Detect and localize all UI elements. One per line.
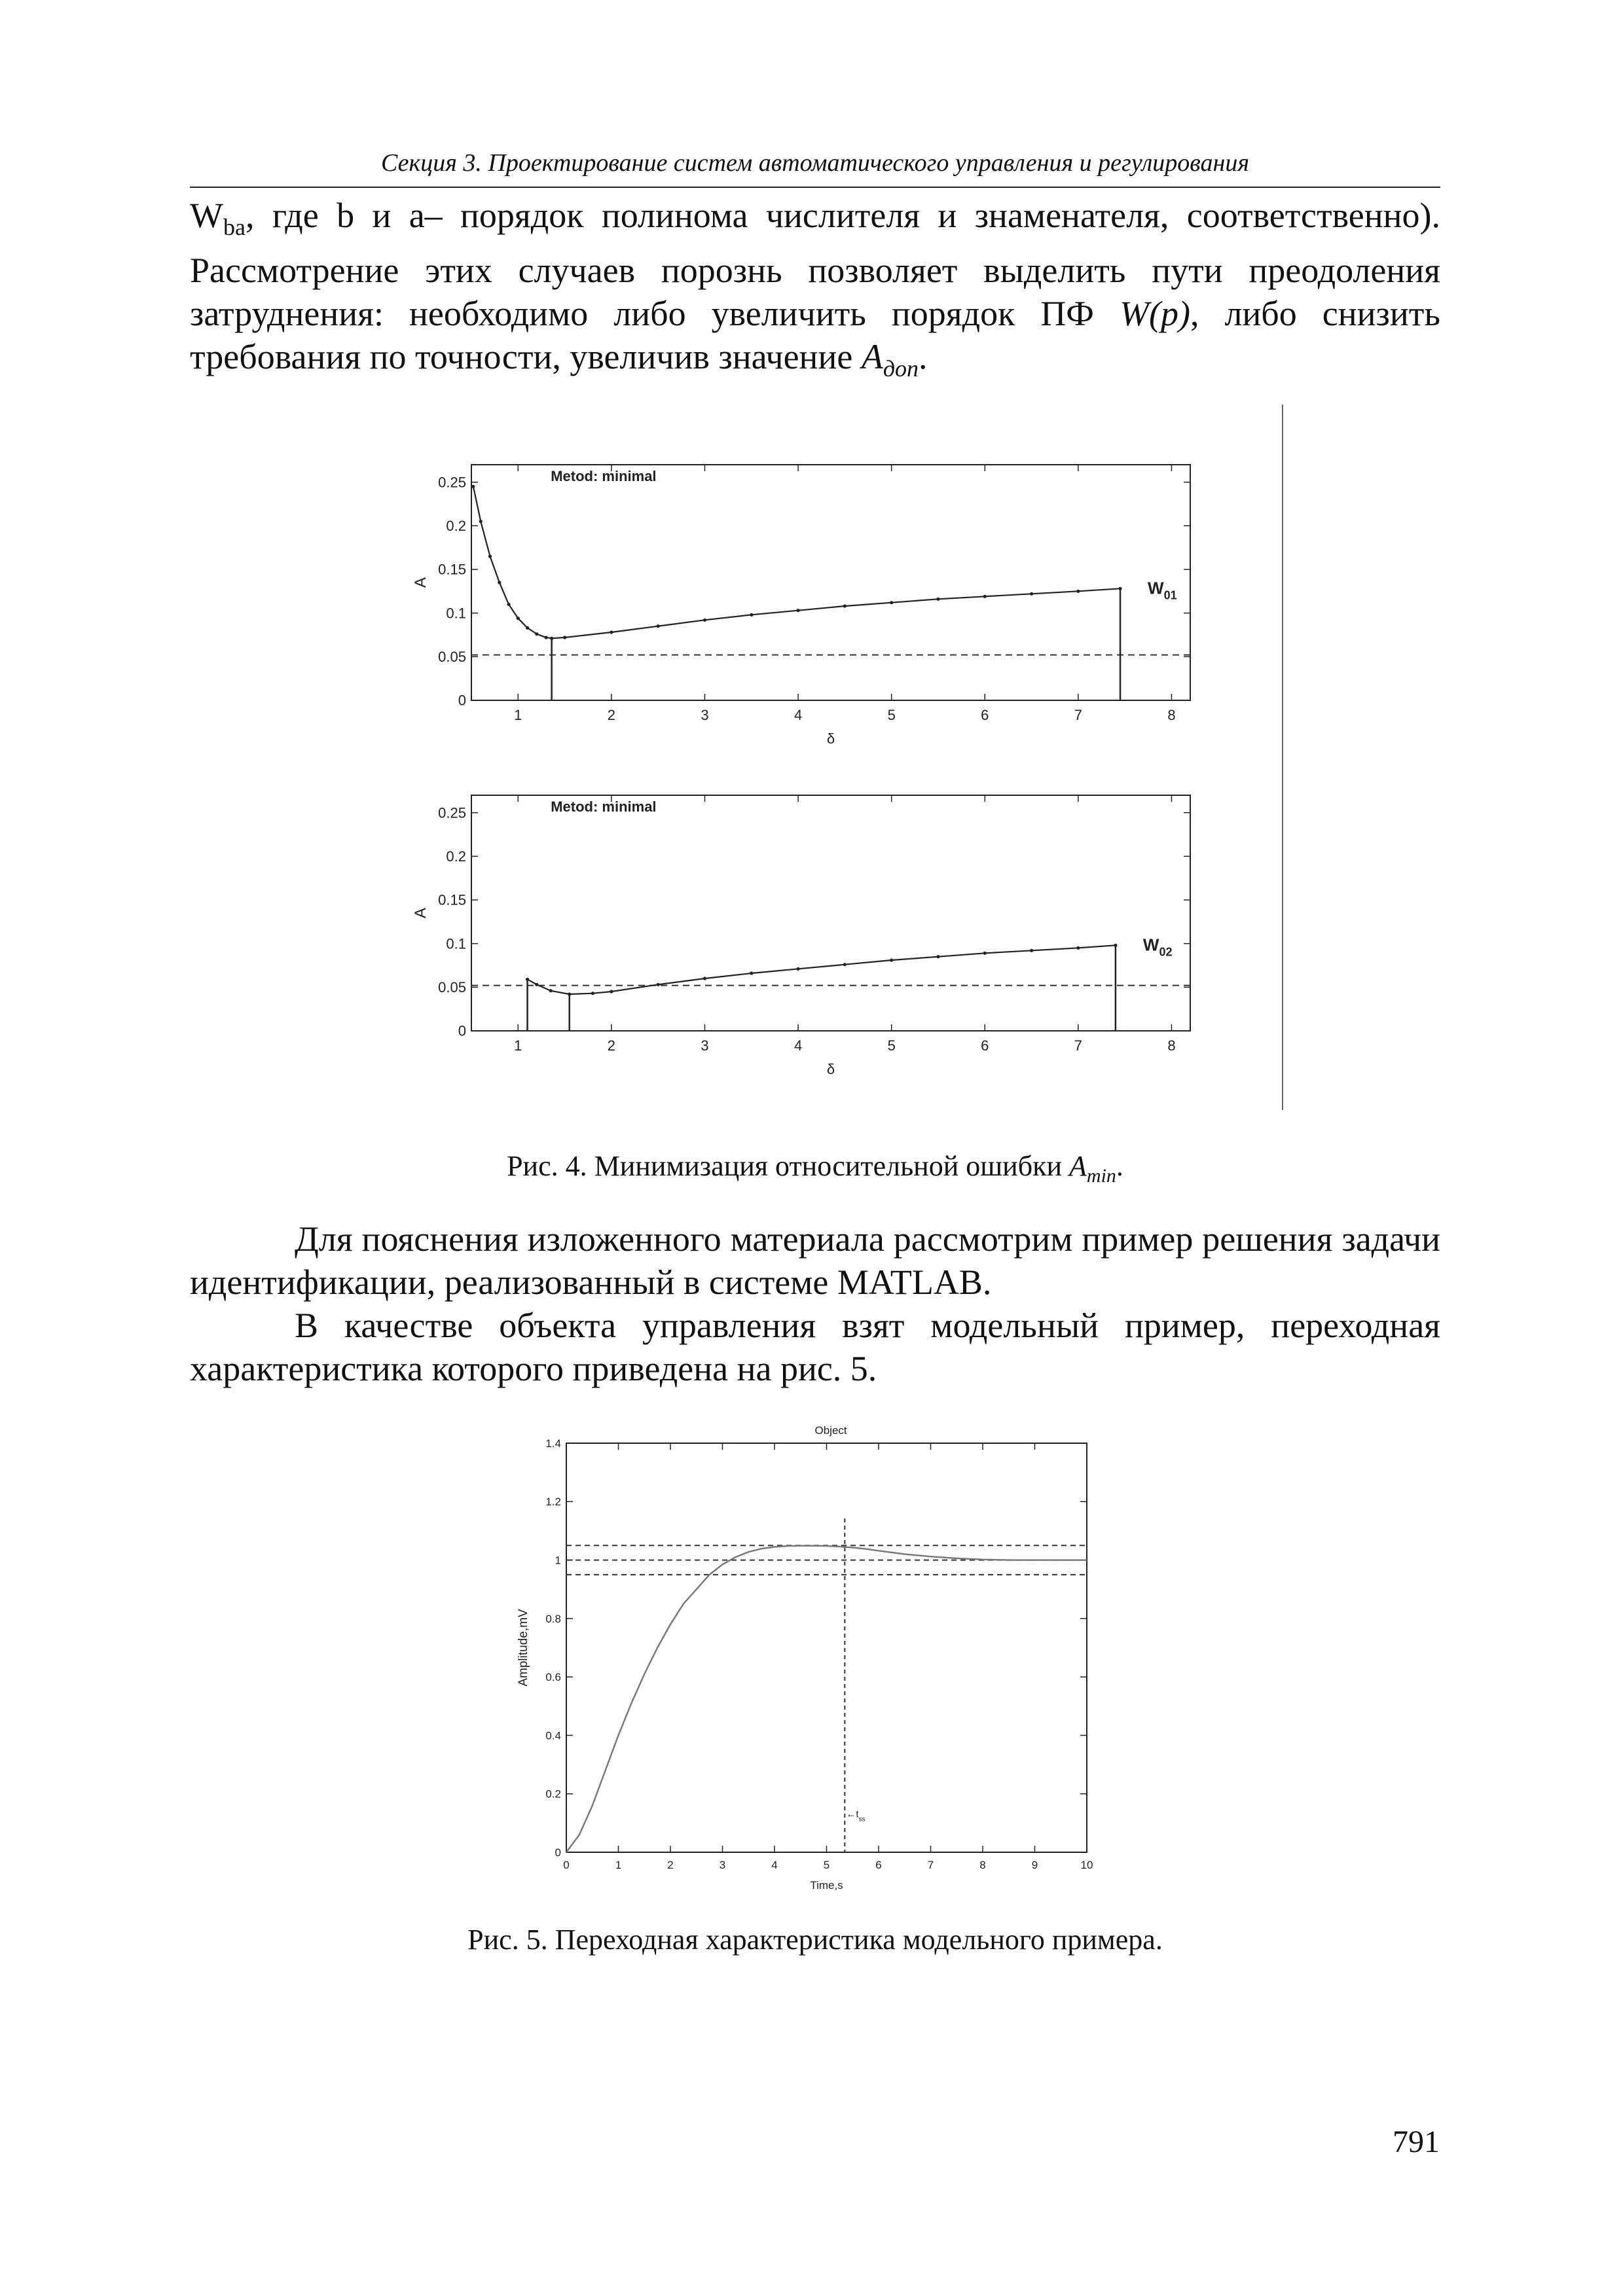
x-tick-label: 4 [793, 1037, 803, 1054]
data-point [544, 636, 547, 639]
y-tick-label: 0.2 [545, 1787, 561, 1801]
x-tick-label: 2 [607, 707, 616, 723]
paragraph-1: $W_{ba}$, где b и a– порядок полинома числителя и знаменателя, соответственно). Рассмотрение этих случаев порознь позволяет выделить пути преодоления затруднения: необходимо либо увеличить порядок ПФ W(p), либо снизить требования по точности, увеличив значение $A_{доп}$. [190, 196, 1440, 382]
x-tick-label: 2 [607, 1037, 616, 1054]
x-tick-label: 1 [615, 1859, 622, 1871]
data-point [1114, 944, 1117, 947]
y-axis-label: A [412, 907, 429, 919]
chart-title: Object [814, 1424, 847, 1437]
data-point [498, 581, 501, 584]
data-point [610, 630, 613, 634]
y-tick-label: 0.1 [446, 605, 466, 622]
y-tick-label: 0.6 [545, 1671, 561, 1684]
x-axis-label: δ [826, 730, 835, 747]
data-point [657, 983, 660, 986]
y-tick-label: 1.2 [545, 1496, 561, 1509]
figure-4-caption: Рис. 4. Минимизация относительной ошибки $A_{min}$. [507, 1150, 1123, 1187]
data-point [488, 554, 492, 558]
a-dop-symbol: $A_{доп}$ [861, 336, 919, 382]
data-point [750, 971, 753, 975]
figure-5-caption: Рис. 5. Переходная характеристика модельного примера. [467, 1924, 1163, 1956]
data-point [983, 952, 987, 955]
x-tick-label: 7 [1074, 707, 1083, 723]
header-rule [190, 187, 1440, 188]
data-point [535, 632, 538, 636]
chart-w01 [393, 452, 1211, 759]
y-tick-label: 1 [555, 1554, 561, 1567]
data-point [843, 604, 847, 607]
paragraph-2-line-2: В качестве объекта управления взят модельный пример, переходная характеристика которого приведена на рис. 5. [190, 1306, 1440, 1388]
data-point [591, 992, 594, 995]
x-tick-label: 5 [887, 707, 896, 723]
data-point [526, 978, 529, 981]
y-tick-label: 0.4 [545, 1729, 561, 1742]
x-tick-label: 4 [793, 707, 803, 723]
page-number: 791 [1393, 2125, 1440, 2159]
x-tick-label: 6 [981, 707, 989, 723]
x-axis-label: δ [826, 1061, 835, 1077]
data-point [610, 990, 613, 993]
data-point [1076, 590, 1080, 593]
x-tick-label: 8 [1167, 1037, 1176, 1054]
data-point [657, 624, 660, 628]
data-point [1030, 949, 1033, 952]
x-axis-label: Time,s [810, 1879, 843, 1892]
data-curve [566, 1546, 1087, 1852]
y-tick-label: 0.25 [438, 804, 466, 821]
paragraph-2-line-1: Для пояснения изложенного материала рассмотрим пример решения задачи идентификации, реализованный в системе MATLAB. [190, 1219, 1440, 1302]
x-tick-label: 10 [1080, 1859, 1093, 1871]
chart-object-step-response [504, 1417, 1113, 1901]
x-tick-label: 5 [887, 1037, 896, 1054]
x-tick-label: 4 [771, 1859, 778, 1871]
settling-time-label: $\leftarrow t_{ss}$ [846, 1808, 866, 1823]
data-curve [473, 486, 1120, 638]
y-tick-label: 0.2 [446, 848, 466, 865]
y-tick-label: 0.1 [446, 935, 466, 952]
data-point [549, 989, 553, 992]
y-tick-label: 0.8 [545, 1612, 561, 1625]
x-tick-label: 7 [1074, 1037, 1083, 1054]
data-point [890, 601, 893, 604]
x-tick-label: 3 [701, 707, 709, 723]
y-tick-label: 0 [458, 692, 466, 709]
data-point [890, 958, 893, 961]
data-point [936, 955, 939, 958]
y-tick-label: 0.15 [438, 891, 466, 908]
plot-frame [471, 795, 1190, 1031]
series-label: $W_{01}$ [1148, 578, 1177, 602]
data-point [507, 603, 510, 606]
plot-frame [471, 465, 1190, 700]
x-tick-label: 1 [514, 1037, 522, 1054]
data-point [550, 637, 553, 640]
data-point [796, 609, 799, 612]
x-tick-label: 7 [927, 1859, 934, 1871]
data-point [703, 977, 706, 980]
y-tick-label: 0 [555, 1846, 561, 1859]
data-point [1030, 592, 1033, 596]
running-header: Секция 3. Проектирование систем автоматического управления и регулирования [380, 149, 1250, 177]
plot-frame [566, 1443, 1087, 1852]
x-tick-label: 1 [514, 707, 522, 723]
y-tick-label: 0.2 [446, 518, 466, 535]
y-tick-label: 0.05 [438, 649, 466, 666]
x-tick-label: 2 [667, 1859, 674, 1871]
data-point [1118, 587, 1122, 590]
x-tick-label: 8 [979, 1859, 986, 1871]
y-tick-label: 1.4 [545, 1437, 561, 1450]
data-point [796, 967, 799, 971]
data-point [1076, 946, 1080, 950]
x-tick-label: 9 [1031, 1859, 1038, 1871]
chart-title: Metod: minimal [551, 468, 657, 484]
data-point [936, 598, 939, 601]
data-point [568, 992, 571, 996]
x-tick-label: 0 [563, 1859, 570, 1871]
data-point [563, 636, 566, 639]
x-tick-label: 3 [719, 1859, 726, 1871]
y-tick-label: 0.25 [438, 474, 466, 491]
y-axis-label: A [412, 577, 429, 588]
x-tick-label: 6 [875, 1859, 882, 1871]
figure-border-line [1282, 404, 1283, 1110]
data-point [703, 619, 706, 622]
x-tick-label: 8 [1167, 707, 1176, 723]
data-point [517, 617, 520, 620]
y-tick-label: 0.05 [438, 979, 466, 996]
data-point [535, 983, 538, 986]
data-curve [528, 945, 1116, 994]
chart-w02 [393, 782, 1211, 1083]
y-tick-label: 0 [458, 1022, 466, 1039]
y-tick-label: 0.15 [438, 561, 466, 578]
data-point [750, 613, 753, 617]
data-point [479, 520, 483, 523]
x-tick-label: 3 [701, 1037, 709, 1054]
series-label: $W_{02}$ [1142, 935, 1173, 959]
x-tick-label: 5 [823, 1859, 830, 1871]
w-ba-symbol: $W_{ba}$ [190, 196, 246, 240]
x-tick-label: 6 [981, 1037, 989, 1054]
chart-title: Metod: minimal [551, 798, 657, 815]
data-point [843, 963, 847, 966]
data-point [983, 595, 987, 598]
data-point [526, 626, 529, 630]
data-point [471, 485, 475, 488]
y-axis-label: Amplitude,mV [517, 1609, 530, 1687]
transfer-function-symbol: W(p) [1119, 293, 1190, 333]
paragraph-2 [190, 1217, 1440, 1390]
